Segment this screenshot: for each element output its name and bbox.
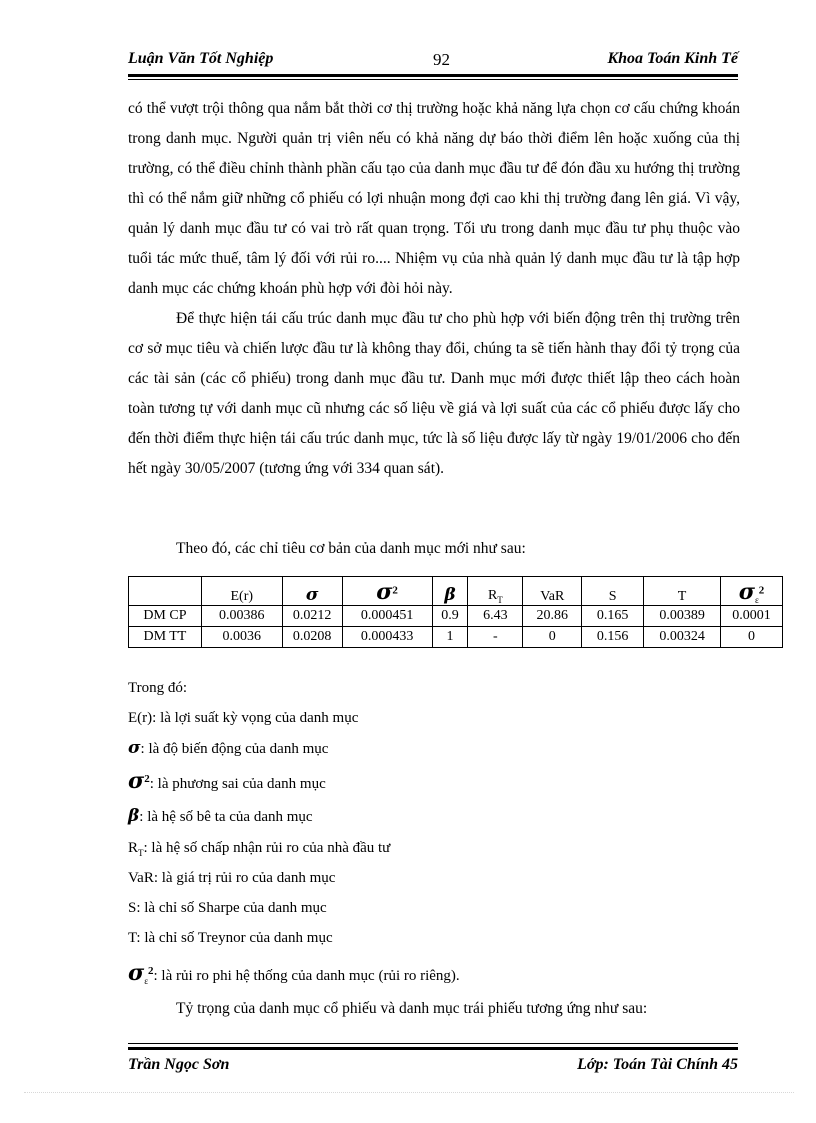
definition-sigma2: $\sigma^2$: là phương sai của danh mục <box>128 768 326 794</box>
cell-s: 0.156 <box>582 627 644 648</box>
cell-s: 0.165 <box>582 606 644 627</box>
definition-beta: β: là hệ số bê ta của danh mục <box>128 806 313 826</box>
table-row <box>129 627 783 648</box>
definition-sigmae: $\sigma_\varepsilon^2$: là rủi ro phi hệ thống của danh mục (rủi ro riêng). <box>128 960 460 986</box>
cell-sigmae: 0.0001 <box>721 606 783 627</box>
header-sigma: σ <box>282 577 342 606</box>
cell-sigma2: 0.000451 <box>342 606 432 627</box>
cell-sigma: 0.0212 <box>282 606 342 627</box>
header-er: E(r) <box>201 577 282 606</box>
definitions-intro: Trong đó: <box>128 680 188 696</box>
definition-var: VaR: là giá trị rủi ro của danh mục <box>128 870 336 886</box>
cell-er: 0.0036 <box>201 627 282 648</box>
header-rule-thick <box>128 74 738 77</box>
cell-beta: 1 <box>432 627 468 648</box>
definition-s: S: là chỉ số Sharpe của danh mục <box>128 900 327 916</box>
cell-sigmae: 0 <box>721 627 783 648</box>
definition-rt: $R_T$: là hệ số chấp nhận rủi ro của nhà đầu tư <box>128 840 391 858</box>
cell-sigma: 0.0208 <box>282 627 342 648</box>
closing-sentence: Tỷ trọng của danh mục cổ phiếu và danh mục trái phiếu tương ứng như sau: <box>176 1000 648 1017</box>
cell-var: 20.86 <box>523 606 582 627</box>
faculty-name: Khoa Toán Kinh Tế <box>607 50 738 67</box>
header-rule-thin <box>128 79 738 80</box>
header-sigma2: $\sigma^2$ <box>342 577 432 606</box>
cell-rt: - <box>468 627 523 648</box>
body-text <box>128 94 740 484</box>
page-number: 92 <box>433 50 450 69</box>
header-beta: β <box>432 577 468 606</box>
row-label: DM CP <box>129 606 202 627</box>
row-label: DM TT <box>129 627 202 648</box>
footer-rule-thick <box>128 1047 738 1050</box>
header-t: T <box>644 577 721 606</box>
cell-t: 0.00389 <box>644 606 721 627</box>
paragraph-2: Để thực hiện tái cấu trúc danh mục đầu tư cho phù hợp với biến động trên thị trường trên cơ sở mục tiêu và chiến lược đầu tư là không thay đổi, chúng ta sẽ tiến hành thay đổi tỷ trọng của các tài sản (các cổ phiếu) trong danh mục đầu tư. Danh mục mới được thiết lập theo cách hoàn toàn tương tự với danh mục cũ nhưng các số liệu về giá và lợi suất của các cổ phiếu được lấy cho đến thời điểm thực hiện tái cấu trúc danh mục, tức là số liệu được lấy từ ngày 19/01/2006 cho đến hết ngày 30/05/2007 (tương ứng với 334 quan sát). <box>128 310 740 477</box>
cell-rt: 6.43 <box>468 606 523 627</box>
cell-er: 0.00386 <box>201 606 282 627</box>
page-header <box>128 46 738 74</box>
table-header-row <box>129 577 783 606</box>
cell-sigma2: 0.000433 <box>342 627 432 648</box>
definition-er: E(r): là lợi suất kỳ vọng của danh mục <box>128 710 359 726</box>
author-name: Trần Ngọc Sơn <box>128 1056 230 1073</box>
table-row <box>129 606 783 627</box>
thesis-title: Luận Văn Tốt Nghiệp <box>128 50 274 67</box>
header-var: VaR <box>523 577 582 606</box>
cell-t: 0.00324 <box>644 627 721 648</box>
page-edge <box>24 1092 794 1093</box>
paragraph-1: có thể vượt trội thông qua nắm bắt thời cơ thị trường hoặc khả năng lựa chọn cơ cấu chứng khoán trong danh mục. Người quản trị viên nếu có khả năng dự báo thời điểm lên hoặc xuống của thị trường, có thể điều chỉnh thành phần cấu tạo của danh mục đầu tư để đón đầu xu hướng thị trường thì có thể nắm giữ những cổ phiếu có lợi nhuận mong đợi cao khi thị trường đang lên giá. Vì vậy, quản lý danh mục đầu tư có vai trò rất quan trọng. Tối ưu trong danh mục đầu tư phụ thuộc vào tuổi tác mức thuế, tâm lý đối với rủi ro.... Nhiệm vụ của nhà quản lý danh mục đầu tư là tập hợp danh mục các chứng khoán phù hợp với đòi hỏi này. <box>128 100 740 297</box>
portfolio-metrics-table <box>128 576 783 648</box>
definition-sigma: σ: là độ biến động của danh mục <box>128 738 329 758</box>
definition-t: T: là chỉ số Treynor của danh mục <box>128 930 333 946</box>
header-empty <box>129 577 202 606</box>
class-name: Lớp: Toán Tài Chính 45 <box>577 1056 738 1073</box>
header-sigmae: $\sigma_\varepsilon^2$ <box>721 577 783 606</box>
table-caption: Theo đó, các chỉ tiêu cơ bản của danh mục mới như sau: <box>176 540 526 557</box>
footer-rule-thin <box>128 1043 738 1044</box>
cell-var: 0 <box>523 627 582 648</box>
header-s: S <box>582 577 644 606</box>
header-rt: $R_T$ <box>468 577 523 606</box>
cell-beta: 0.9 <box>432 606 468 627</box>
